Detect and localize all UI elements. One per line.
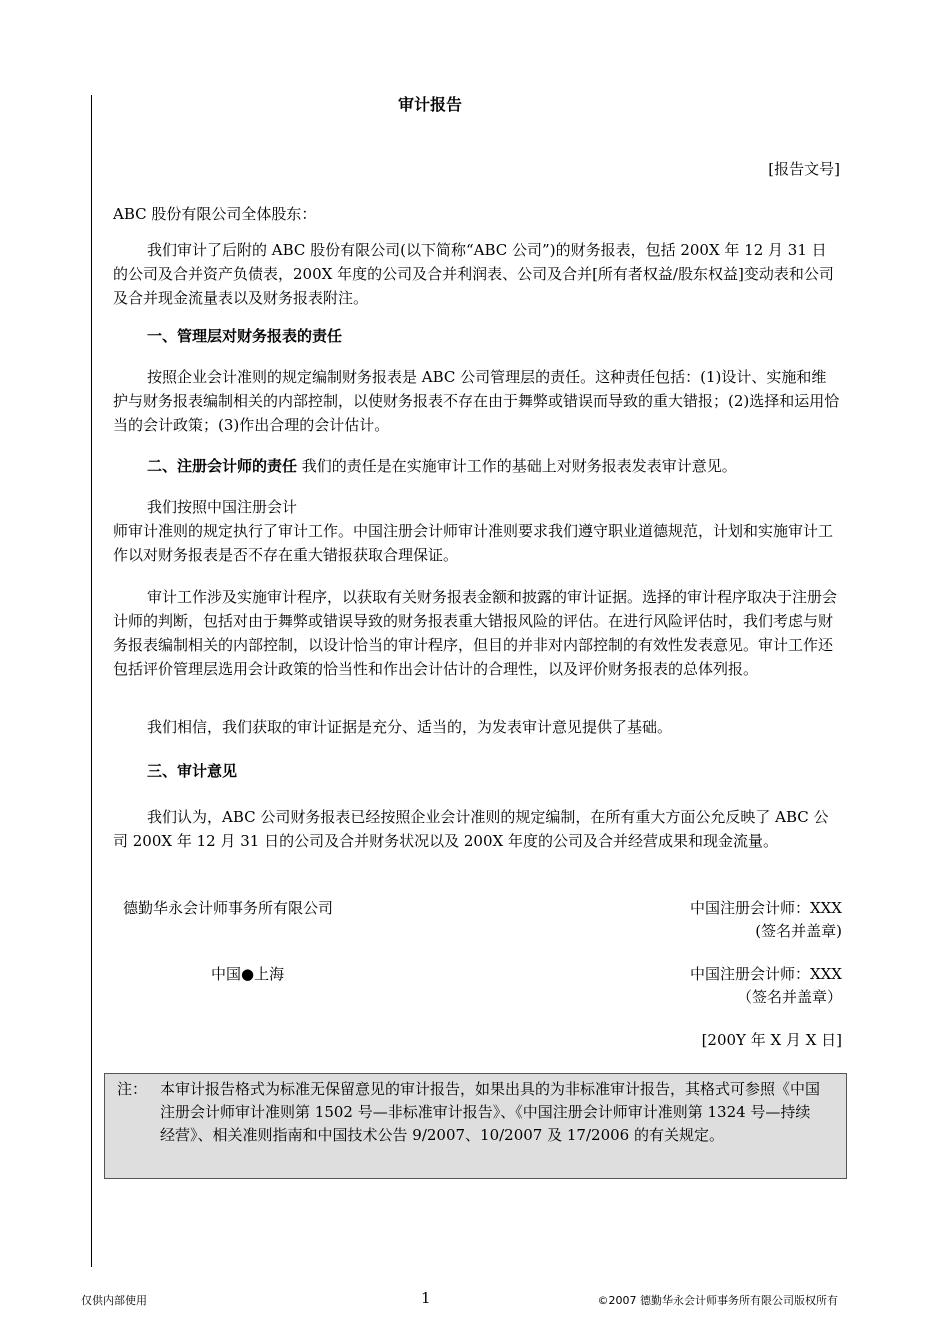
section2-heading-line <box>113 454 840 478</box>
cpa2-signature: 中国注册会计师：XXX <box>689 965 842 983</box>
section2-heading: 二、注册会计师的责任 <box>147 457 298 475</box>
section1-heading: 一、管理层对财务报表的责任 <box>147 327 343 345</box>
section2-paragraph2 <box>113 495 840 567</box>
section1-paragraph-text: 按照企业会计准则的规定编制财务报表是 ABC 公司管理层的责任。这种责任包括：(1)设计、实施和维护与财务报表编制相关的内部控制，以使财务报表不存在由于舞弊或错误而导致的重大错报；(2)选择和运用恰当的会计政策；(3)作出合理的会计估计。 <box>113 368 840 434</box>
footer-internal-use: 仅供内部使用 <box>81 1294 147 1307</box>
section2-para-rest: 师审计准则的规定执行了审计工作。中国注册会计师审计准则要求我们遵守职业道德规范，计划和实施审计工作以对财务报表是否不存在重大错报获取合理保证。 <box>113 522 834 564</box>
page-number: 1 <box>421 1289 431 1307</box>
report-reference: [报告文号] <box>768 160 840 178</box>
section3-heading: 三、审计意见 <box>147 762 238 780</box>
footer-copyright: ©2007 德勤华永会计师事务所有限公司版权所有 <box>597 1294 838 1307</box>
intro-paragraph-text: 我们审计了后附的 ABC 股份有限公司(以下简称“ABC 公司”)的财务报表，包括 200X 年 12 月 31 日的公司及合并资产负债表，200X 年度的公司及合并利润表、公司及合并[所有者权益/股东权益]变动表和公司及合并现金流量表以及财务报表附注。 <box>113 241 834 307</box>
left-margin-rule <box>91 95 92 1267</box>
note-box <box>104 1073 847 1179</box>
report-date: [200Y 年 X 月 X 日] <box>701 1031 842 1049</box>
section2-paragraph4 <box>113 715 840 739</box>
cpa1-signature: 中国注册会计师：XXX <box>689 899 842 917</box>
note-text: 本审计报告格式为标准无保留意见的审计报告，如果出具的为非标准审计报告，其格式可参照《中国注册会计师审计准则第 1502 号—非标准审计报告》、《中国注册会计师审计准则第 1324 号—持续经营》、相关准则指南和中国技术公告 9/2007、10/2007 及 17/2006 的有关规定。 <box>160 1080 821 1144</box>
section2-paragraph3 <box>113 585 840 681</box>
firm-name: 德勤华永会计师事务所有限公司 <box>123 899 334 917</box>
addressee: ABC 股份有限公司全体股东： <box>113 205 317 223</box>
cpa1-sign-note: (签名并盖章) <box>755 922 842 940</box>
page-title: 审计报告 <box>398 95 463 114</box>
intro-paragraph <box>113 238 840 310</box>
section2-paragraph4-text: 我们相信，我们获取的审计证据是充分、适当的，为发表审计意见提供了基础。 <box>147 718 673 736</box>
location: 中国●上海 <box>211 965 285 983</box>
note-label: 注： <box>117 1080 148 1098</box>
section2-paragraph3-text: 审计工作涉及实施审计程序，以获取有关财务报表金额和披露的审计证据。选择的审计程序取决于注册会计师的判断，包括对由于舞弊或错误导致的财务报表重大错报风险的评估。在进行风险评估时，我们考虑与财务报表编制相关的内部控制，以设计恰当的审计程序，但目的并非对内部控制的有效性发表意见。审计工作还包括评价管理层选用会计政策的恰当性和作出会计估计的合理性，以及评价财务报表的总体列报。 <box>113 588 838 678</box>
section2-para-line1: 我们按照中国注册会计 <box>147 498 298 516</box>
section1-paragraph <box>113 365 840 437</box>
section2-inline-text: 我们的责任是在实施审计工作的基础上对财务报表发表审计意见。 <box>301 457 737 475</box>
cpa2-sign-note: （签名并盖章） <box>736 988 842 1006</box>
section3-paragraph <box>113 805 840 853</box>
section3-paragraph-text: 我们认为，ABC 公司财务报表已经按照企业会计准则的规定编制，在所有重大方面公允反映了 ABC 公司 200X 年 12 月 31 日的公司及合并财务状况以及 200X 年度的公司及合并经营成果和现金流量。 <box>113 808 829 850</box>
